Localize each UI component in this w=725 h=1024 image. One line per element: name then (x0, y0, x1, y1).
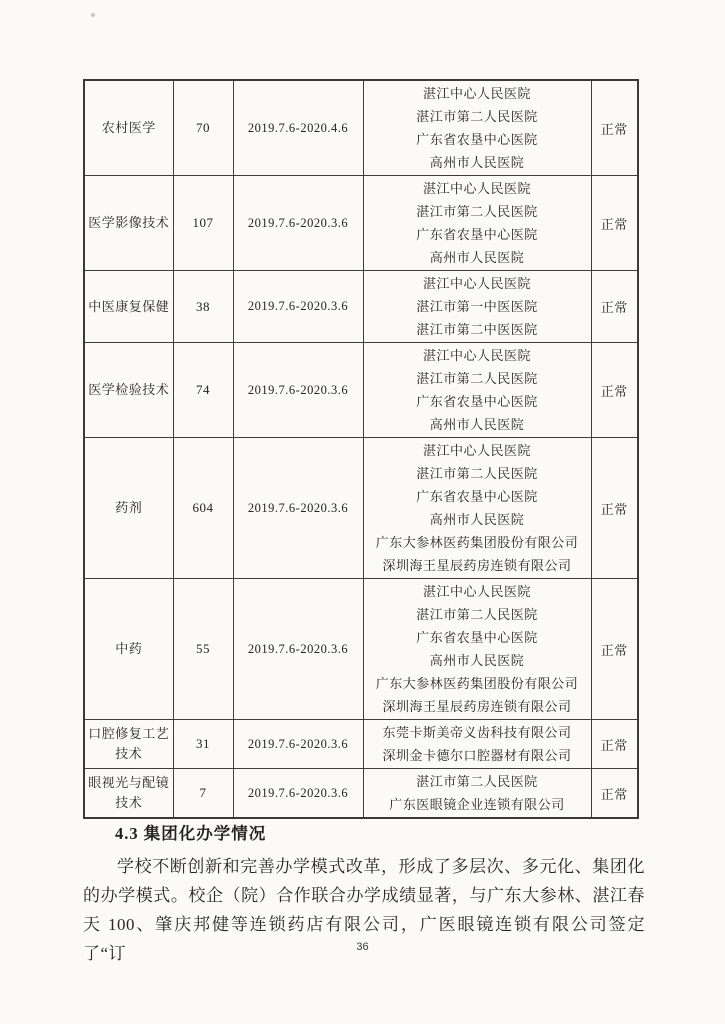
partner-line: 广东医眼镜企业连锁有限公司 (389, 797, 565, 812)
internship-partners-table (83, 79, 639, 819)
partner-organizations-cell (363, 176, 591, 271)
partner-line: 湛江中心人民医院 (422, 348, 531, 363)
status-cell: 正常 (591, 176, 638, 271)
partner-line: 高州市人民医院 (429, 250, 525, 265)
student-count-cell: 7 (173, 769, 233, 819)
internship-period-cell: 2019.7.6-2020.3.6 (233, 769, 363, 819)
internship-period-cell: 2019.7.6-2020.3.6 (233, 579, 363, 720)
student-count-cell: 70 (173, 80, 233, 176)
partner-line: 湛江中心人民医院 (422, 584, 531, 599)
partner-organizations-cell (363, 343, 591, 438)
internship-period-cell: 2019.7.6-2020.3.6 (233, 271, 363, 343)
student-count-cell: 107 (173, 176, 233, 271)
partner-line: 高州市人民医院 (429, 417, 525, 432)
table-row (84, 271, 638, 343)
partner-organizations-cell (363, 579, 591, 720)
student-count-cell: 604 (173, 438, 233, 579)
partner-line: 高州市人民医院 (429, 653, 525, 668)
status-cell: 正常 (591, 769, 638, 819)
student-count-cell: 74 (173, 343, 233, 438)
partner-line: 深圳海王星辰药房连锁有限公司 (382, 699, 572, 714)
internship-period-cell: 2019.7.6-2020.3.6 (233, 720, 363, 769)
partner-line: 湛江市第二中医医院 (416, 322, 538, 337)
partner-line: 湛江市第二人民医院 (416, 109, 538, 124)
major-name-cell: 医学影像技术 (84, 176, 173, 271)
partner-line: 湛江中心人民医院 (422, 86, 531, 101)
major-name-cell: 中医康复保健 (84, 271, 173, 343)
internship-period-cell: 2019.7.6-2020.3.6 (233, 343, 363, 438)
partner-organizations-cell (363, 769, 591, 819)
student-count-cell: 38 (173, 271, 233, 343)
partner-organizations-cell (363, 271, 591, 343)
status-cell: 正常 (591, 720, 638, 769)
table-row (84, 769, 638, 819)
table-row (84, 80, 638, 176)
partner-line: 广东省农垦中心医院 (416, 227, 538, 242)
table-row (84, 720, 638, 769)
status-cell: 正常 (591, 343, 638, 438)
partner-line: 湛江市第二人民医院 (416, 371, 538, 386)
partner-line: 广东大参林医药集团股份有限公司 (375, 676, 579, 691)
page-number: 36 (356, 941, 369, 953)
status-cell: 正常 (591, 80, 638, 176)
student-count-cell: 31 (173, 720, 233, 769)
partner-line: 湛江中心人民医院 (422, 443, 531, 458)
partner-line: 广东省农垦中心医院 (416, 132, 538, 147)
major-name-cell: 农村医学 (84, 80, 173, 176)
partner-line: 湛江市第二人民医院 (416, 607, 538, 622)
partner-line: 广东大参林医药集团股份有限公司 (375, 535, 579, 550)
partner-organizations-cell (363, 80, 591, 176)
table-row (84, 176, 638, 271)
partner-line: 湛江市第二人民医院 (416, 466, 538, 481)
internship-period-cell: 2019.7.6-2020.3.6 (233, 438, 363, 579)
partner-line: 湛江市第二人民医院 (416, 774, 538, 789)
partner-line: 东莞卡斯美帝义齿科技有限公司 (382, 725, 572, 740)
scan-artifact-speck (91, 13, 95, 17)
major-name-cell: 药剂 (84, 438, 173, 579)
internship-period-cell: 2019.7.6-2020.3.6 (233, 176, 363, 271)
partner-line: 湛江市第一中医医院 (416, 299, 538, 314)
internship-period-cell: 2019.7.6-2020.4.6 (233, 80, 363, 176)
partner-line: 湛江中心人民医院 (422, 181, 531, 196)
table-row (84, 579, 638, 720)
partner-line: 广东省农垦中心医院 (416, 630, 538, 645)
major-name-cell: 眼视光与配镜技术 (84, 769, 173, 819)
partner-line: 广东省农垦中心医院 (416, 394, 538, 409)
partner-line: 深圳金卡德尔口腔器材有限公司 (382, 748, 572, 763)
partner-organizations-cell (363, 438, 591, 579)
partner-line: 湛江中心人民医院 (422, 276, 531, 291)
partner-organizations-cell (363, 720, 591, 769)
partner-line: 湛江市第二人民医院 (416, 204, 538, 219)
partner-line: 深圳海王星辰药房连锁有限公司 (382, 558, 572, 573)
status-cell: 正常 (591, 579, 638, 720)
partner-line: 高州市人民医院 (429, 155, 525, 170)
table-row (84, 438, 638, 579)
partner-line: 高州市人民医院 (429, 512, 525, 527)
partner-line: 广东省农垦中心医院 (416, 489, 538, 504)
major-name-cell: 口腔修复工艺技术 (84, 720, 173, 769)
major-name-cell: 医学检验技术 (84, 343, 173, 438)
section-heading: 4.3 集团化办学情况 (115, 824, 267, 843)
section-paragraph: 学校不断创新和完善办学模式改革，形成了多层次、多元化、集团化的办学模式。校企（院）合作联合办学成绩显著，与广东大参林、湛江春天 100、肇庆邦健等连锁药店有限公司，广医眼镜连锁有限公司签定了“订 (83, 857, 645, 963)
status-cell: 正常 (591, 271, 638, 343)
student-count-cell: 55 (173, 579, 233, 720)
table-row (84, 343, 638, 438)
table-body (84, 80, 638, 818)
major-name-cell: 中药 (84, 579, 173, 720)
status-cell: 正常 (591, 438, 638, 579)
